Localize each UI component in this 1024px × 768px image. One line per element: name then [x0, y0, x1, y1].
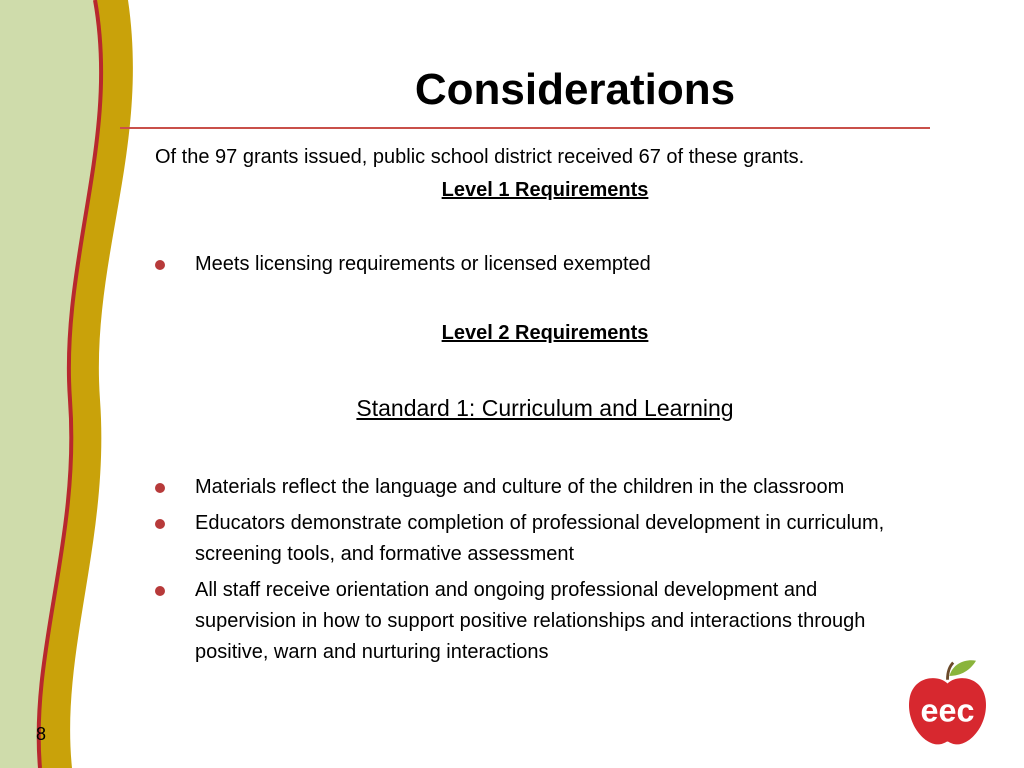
page-number: 8	[36, 724, 47, 744]
leaf-icon	[949, 660, 976, 676]
list-item-text: Meets licensing requirements or licensed exempted	[195, 253, 651, 275]
standard-list	[155, 472, 915, 668]
title-divider	[120, 127, 930, 129]
list-item	[155, 249, 915, 280]
bullet-icon	[155, 483, 165, 493]
list-item-text: Materials reflect the language and culture of the children in the classroom	[195, 476, 845, 498]
list-item-text: All staff receive orientation and ongoing professional development and supervision in how to support positive relationships and interactions through positive, warn and nurturing interactions	[195, 579, 866, 663]
bullet-icon	[155, 586, 165, 596]
decorative-wave-band	[0, 0, 140, 768]
eec-apple-logo	[900, 655, 995, 750]
slide-body	[155, 142, 915, 673]
bullet-icon	[155, 519, 165, 529]
intro-text: Of the 97 grants issued, public school district received 67 of these grants.	[155, 146, 805, 168]
list-item-text: Educators demonstrate completion of professional development in curriculum, screening tools, and formative assessment	[195, 512, 885, 565]
logo-text: eec	[920, 692, 975, 729]
list-item	[155, 472, 915, 503]
standard-heading: Standard 1: Curriculum and Learning	[356, 395, 734, 421]
slide-title: Considerations	[414, 65, 736, 114]
level2-heading: Level 2 Requirements	[441, 322, 649, 344]
list-item	[155, 508, 915, 570]
level1-heading: Level 1 Requirements	[441, 179, 649, 201]
list-item	[155, 575, 915, 668]
level1-list	[155, 249, 915, 280]
bullet-icon	[155, 260, 165, 270]
